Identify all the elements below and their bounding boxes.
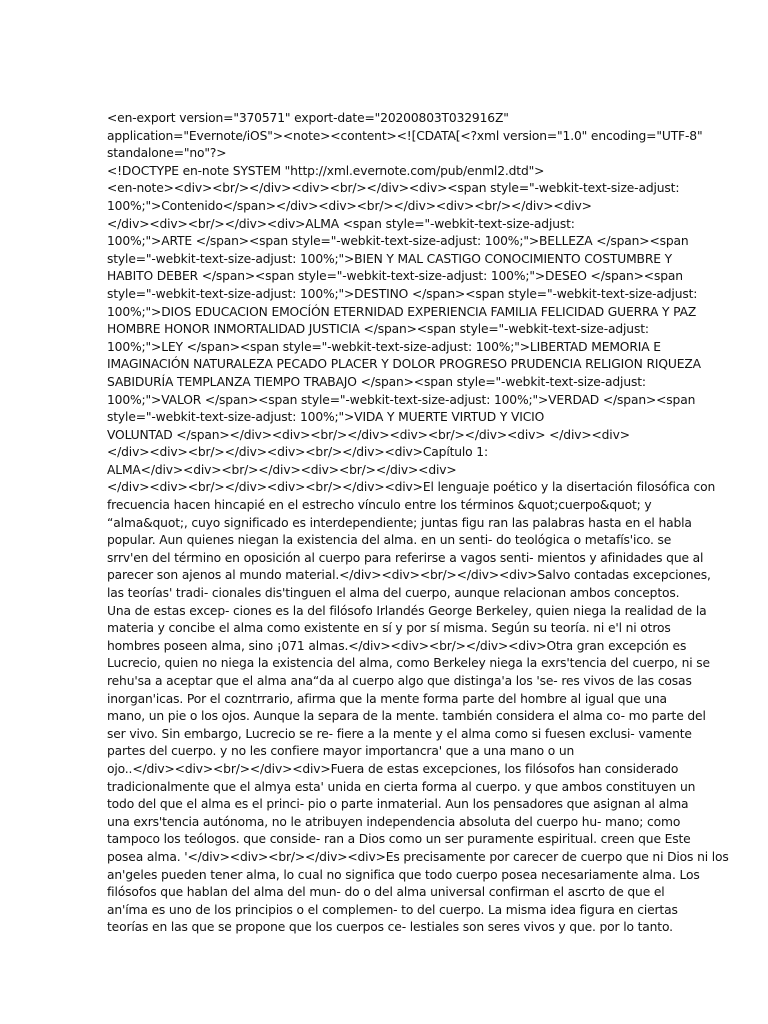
text-line: frecuencia hacen hincapié en el estrecho vínculo entre los términos &quot;cuerpo&quot; y (107, 498, 652, 513)
text-line: VOLUNTAD </span></div><div><br/></div><div><br/></div><div> </div><div> (107, 427, 630, 442)
text-line: Lucrecio, quien no niega la existencia del alma, como Berkeley niega la exrs'tencia del cuerpo, ni se (107, 656, 710, 671)
text-line: 100%;">ARTE </span><span style="-webkit-text-size-adjust: 100%;">BELLEZA </span><span (107, 234, 689, 249)
text-line: HOMBRE HONOR INMORTALIDAD JUSTICIA </span><span style="-webkit-text-size-adjust: (107, 322, 649, 337)
text-line: tampoco los teólogos. que conside- ran a Dios como un ser puramente espiritual. creen que Este (107, 832, 691, 847)
document-body-text (107, 110, 729, 937)
text-line: Una de estas excep- ciones es la del filósofo Irlandés George Berkeley, quien niega la realidad de la (107, 603, 707, 618)
text-line: ser vivo. Sin embargo, Lucrecio se re- fiere a la mente y el alma como si fuesen exclusi- vamente (107, 726, 692, 741)
text-line: parecer son ajenos al mundo material.</div><div><br/></div><div>Salvo contadas excepciones, (107, 568, 711, 583)
text-line: materia y concibe el alma como existente en sí y por sí misma. Según su teoría. ni e'l ni otros (107, 621, 671, 636)
text-line: 100%;">DIOS EDUCACION EMOCÍÓN ETERNIDAD EXPERIENCIA FAMILIA FELICIDAD GUERRA Y PAZ (107, 304, 697, 319)
text-line: an'íma es uno de los principios o el complemen- to del cuerpo. La misma idea figura en ciertas (107, 902, 678, 917)
text-line: ojo..</div><div><br/></div><div>Fuera de estas excepciones, los filósofos han considerado (107, 761, 679, 776)
text-line: SABIDURÍA TEMPLANZA TIEMPO TRABAJO </span><span style="-webkit-text-size-adjust: (107, 374, 646, 389)
text-line: <!DOCTYPE en-note SYSTEM "http://xml.evernote.com/pub/enml2.dtd"> (107, 163, 545, 178)
text-line: filósofos que hablan del alma del mun- do o del alma universal confirman el ascrto de que el (107, 885, 665, 900)
text-line: an'geles pueden tener alma, lo cual no significa que todo cuerpo posea necesariamente alma. Los (107, 867, 700, 882)
text-line: rehu'sa a aceptar que el alma ana“da al cuerpo algo que distinga'a los 'se- res vivos de las cosas (107, 674, 692, 688)
text-line: style="-webkit-text-size-adjust: 100%;">DESTINO </span><span style="-webkit-text-size-adjust: (107, 286, 698, 301)
text-line: </div><div><br/></div><div>ALMA <span style="-webkit-text-size-adjust: (107, 216, 575, 231)
text-line: tradicionalmente que el almya esta' unida en cierta forma al cuerpo. y que ambos constituyen un (107, 779, 696, 794)
text-line: posea alma. '</div><div><br/></div><div>Es precisamente por carecer de cuerpo que ni Dios ni los (107, 849, 729, 864)
text-line: una exrs'tencia autónoma, no le atribuyen independencia absoluta del cuerpo hu- mano; como (107, 814, 681, 829)
text-line: style="-webkit-text-size-adjust: 100%;">BIEN Y MAL CASTIGO CONOCIMIENTO COSTUMBRE Y (107, 251, 672, 266)
text-line: popular. Aun quienes niegan la existencia del alma. en un senti- do teológica o metafís'ico. se (107, 533, 672, 548)
text-line: teorías en las que se propone que los cuerpos ce- lestiales son seres vivos y que. por lo tanto. (107, 920, 673, 935)
text-line: las teorías' tradi- cionales dis'tinguen el alma del cuerpo, aunque relacionan ambos conceptos. (107, 586, 680, 601)
text-line: standalone="no"?> (107, 146, 227, 161)
text-line: “alma&quot;, cuyo significado es interdependiente; juntas figu ran las palabras hasta en el habla (107, 515, 692, 530)
text-line: application="Evernote/iOS"><note><content><![CDATA[<?xml version="1.0" encoding="UTF-8" (107, 128, 703, 143)
text-line: 100%;">VALOR </span><span style="-webkit-text-size-adjust: 100%;">VERDAD </span><span (107, 392, 696, 407)
text-line: partes del cuerpo. y no les confiere mayor importancra' que a una mano o un (107, 744, 575, 759)
text-line: <en-export version="370571" export-date="20200803T032916Z" (107, 111, 509, 125)
text-line: <en-note><div><br/></div><div><br/></div><div><span style="-webkit-text-size-adjust: (107, 181, 680, 196)
text-line: </div><div><br/></div><div><br/></div><div>Capítulo 1: (107, 445, 488, 460)
text-line: ALMA</div><div><br/></div><div><br/></div><div> (107, 462, 457, 477)
text-line: inorgan'icas. Por el cozntrrario, afirma que la mente forma parte del hombre al igual que una (107, 691, 667, 706)
text-line: mano, un pie o los ojos. Aunque la separa de la mente. también considera el alma co- mo parte del (107, 709, 706, 724)
text-line: style="-webkit-text-size-adjust: 100%;">VIDA Y MUERTE VIRTUD Y VICIO (107, 410, 545, 425)
text-line: HABITO DEBER </span><span style="-webkit-text-size-adjust: 100%;">DESEO </span><span (107, 269, 683, 284)
text-line: hombres poseen alma, sino ¡071 almas.</div><div><br/></div><div>Otra gran excepción es (107, 638, 687, 653)
text-line: todo del que el alma es el princi- pio o parte inmaterial. Aun los pensadores que asignan al alma (107, 797, 689, 812)
text-line: IMAGINACIÓN NATURALEZA PECADO PLACER Y DOLOR PROGRESO PRUDENCIA RELIGION RIQUEZA (107, 357, 701, 372)
text-line: 100%;">LEY </span><span style="-webkit-text-size-adjust: 100%;">LIBERTAD MEMORIA E (107, 339, 661, 354)
text-line: 100%;">Contenido</span></div><div><br/></div><div><br/></div><div> (107, 198, 592, 213)
text-line: </div><div><br/></div><div><br/></div><div>El lenguaje poético y la disertación filosófica con (107, 480, 716, 495)
text-line: srrv'en del término en oposición al cuerpo para referirse a vagos senti- mientos y afinidades que al (107, 550, 704, 565)
